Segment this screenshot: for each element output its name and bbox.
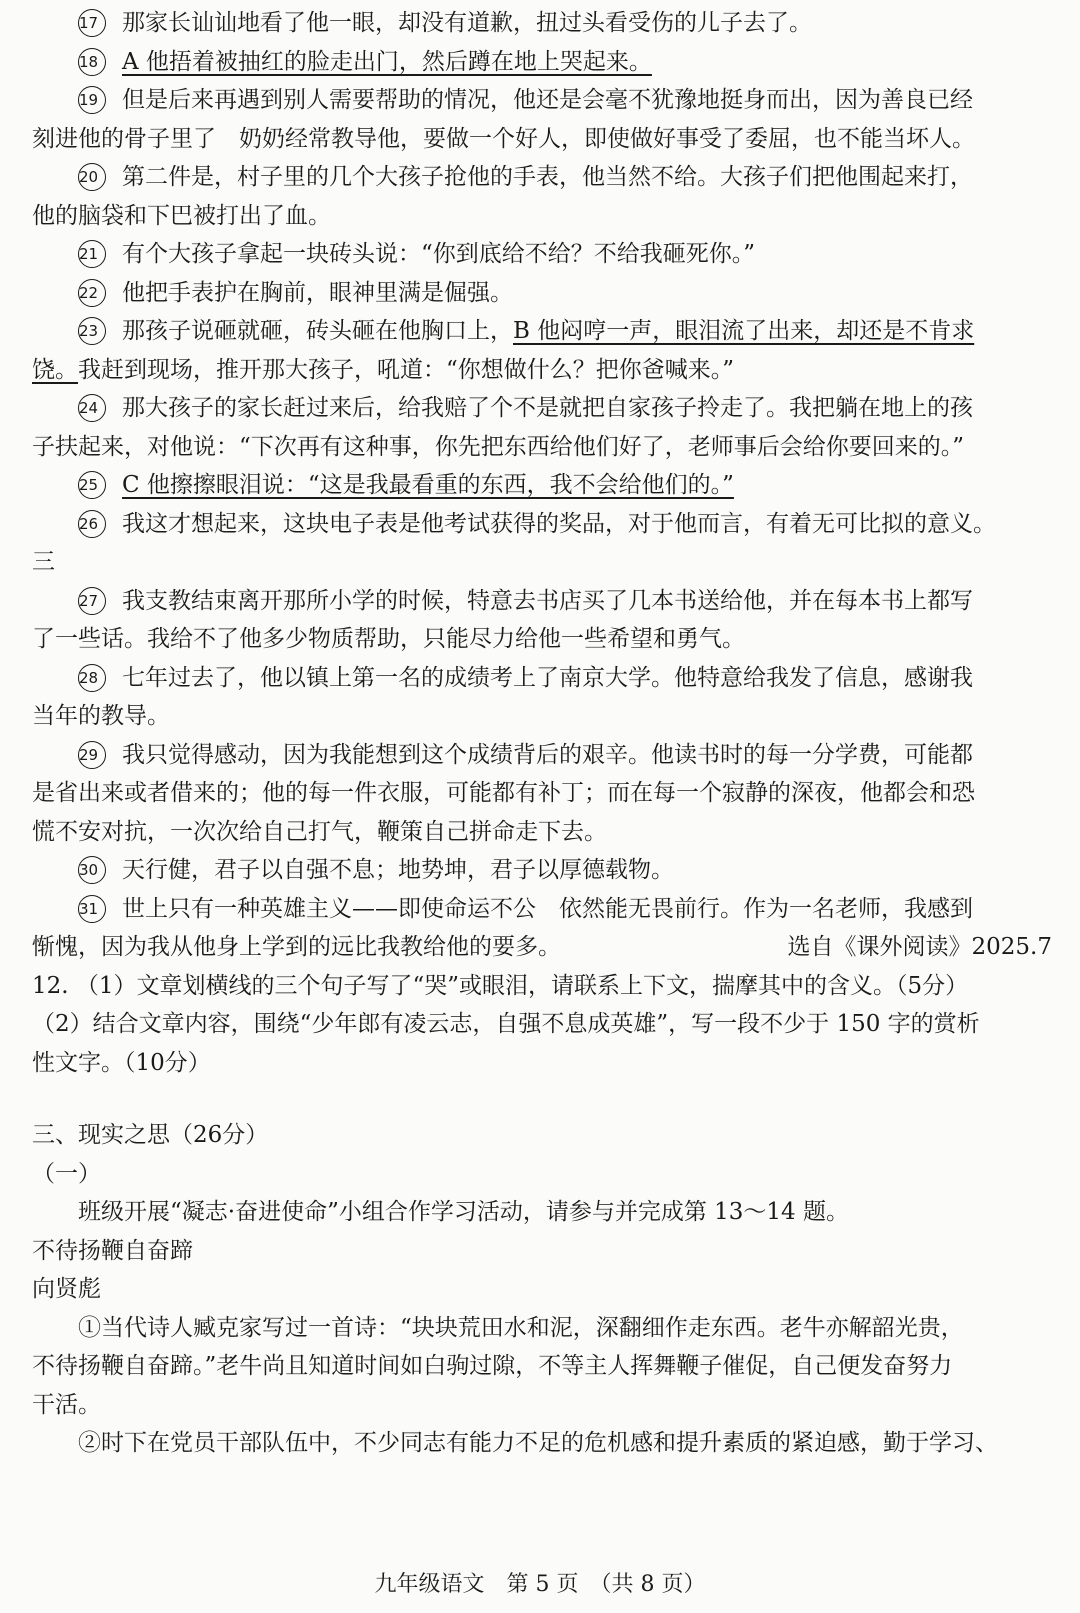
paragraph-21: 21 有个大孩子拿起一块砖头说：“你到底给不给？不给我砸死你。”: [79, 241, 756, 267]
paragraph-27: 27 我支教结束离开那所小学的时候，特意去书店买了几本书送给他，并在每本书上都写 了一些话。我给不了他多少物质帮助，只能尽力给他一些希望和勇气。: [32, 587, 973, 652]
article-paragraph-1: ①当代诗人臧克家写过一首诗：“块块荒田水和泥，深翻细作走东西。老牛亦解韶光贵， 不待扬鞭自奋蹄。”老牛尚且知道时间如白驹过隙，不等主人挥舞鞭子催促，自己便发奋努力 干活。: [32, 1314, 964, 1418]
paragraph-28: 28 七年过去了，他以镇上第一名的成绩考上了南京大学。他特意给我发了信息，感谢我 当年的教导。: [32, 664, 973, 729]
underlined-sentence-b: B 他闷哼一声，眼泪流了出来，却还是不肯求: [513, 318, 975, 344]
paragraph-number: 24: [78, 394, 106, 422]
paragraph-text: 那家长讪讪地看了他一眼，却没有道歉，扭过头看受伤的儿子去了。: [122, 10, 812, 36]
article-title: 不待扬鞭自奋蹄: [32, 1237, 193, 1264]
paragraph-22: 22 他把手表护在胸前，眼神里满是倔强。: [79, 279, 513, 306]
paragraph-23: 23 那孩子说砸就砸，砖头砸在他胸口上，B 他闷哼一声，眼泪流了出来，却还是不肯求 饶。我赶到现场，推开那大孩子，吼道：“你想做什么？把你爸喊来。”: [32, 318, 975, 383]
paragraph-number: 27: [78, 587, 106, 615]
paragraph-30: 30 天行健，君子以自强不息；地势坤，君子以厚德载物。: [79, 857, 674, 883]
paragraph-number: 20: [78, 163, 106, 191]
part-heading: 三: [32, 549, 55, 575]
underlined-sentence-a: A 他捂着被抽红的脸走出门，然后蹲在地上哭起来。: [122, 48, 652, 75]
paragraph-number: 19: [78, 86, 106, 114]
underlined-sentence-b-end: 饶。: [32, 356, 78, 383]
paragraph-31: 31 世上只有一种英雄主义——即使命运不公 依然能无畏前行。作为一名老师，我感到 惭愧，因为我从他身上学到的远比我教给他的要多。 选自《课外阅读》2025.7: [32, 890, 1052, 967]
question-12: 12. （1）文章划横线的三个句子写了“哭”或眼泪，请联系上下文，揣摩其中的含义。（5分） （2）结合文章内容，围绕“少年郎有凌云志，自强不息成英雄”，写一段不少于 150 字的赏析 性文字。（10分）: [32, 972, 980, 1076]
paragraph-number: 30: [78, 856, 106, 884]
article-author: 向贤彪: [32, 1276, 101, 1302]
paragraph-25: [32, 466, 1052, 505]
underlined-sentence-c: C 他擦擦眼泪说：“这是我最看重的东西，我不会给他们的。”: [122, 472, 734, 498]
paragraph-number: 29: [78, 741, 106, 769]
article-paragraph-2: ②时下在党员干部队伍中，不少同志有能力不足的危机感和提升素质的紧迫感，勤于学习、: [78, 1430, 998, 1456]
paragraph-18: [32, 43, 1052, 82]
paragraph-number: 23: [78, 317, 106, 345]
paragraph-number: 26: [78, 510, 106, 538]
exam-page: [32, 0, 1052, 1463]
paragraph-number: 31: [78, 895, 106, 923]
paragraph-number: 17: [78, 9, 106, 37]
paragraph-26: 26 我这才想起来，这块电子表是他考试获得的奖品，对于他而言，有着无可比拟的意义。: [79, 510, 996, 537]
page-footer: 九年级语文 第 5 页 （共 8 页）: [374, 1572, 706, 1597]
subsection-label: （一）: [32, 1160, 101, 1187]
section-title: 三、现实之思（26分）: [32, 1122, 269, 1148]
paragraph-number: 25: [78, 471, 106, 499]
paragraph-number: 22: [78, 279, 106, 307]
paragraph-17: [32, 4, 1052, 43]
source-citation: 选自《课外阅读》2025.7: [787, 934, 1052, 960]
paragraph-20: 20 第二件是，村子里的几个大孩子抢他的手表，他当然不给。大孩子们把他围起来打， 他的脑袋和下巴被打出了血。: [32, 164, 973, 229]
paragraph-number: 21: [78, 240, 106, 268]
paragraph-29: 29 我只觉得感动，因为我能想到这个成绩背后的艰辛。他读书时的每一分学费，可能都 是省出来或者借来的；他的每一件衣服，可能都有补丁；而在每一个寂静的深夜，他都会和恐 慌不安对抗，一次次给自己打气，鞭策自己拼命走下去。: [32, 741, 975, 845]
paragraph-19: 19 但是后来再遇到别人需要帮助的情况，他还是会毫不犹豫地挺身而出，因为善良已经 刻进他的骨子里了 奶奶经常教导他，要做一个好人，即使做好事受了委屈，也不能当坏人。: [32, 87, 975, 152]
paragraph-number: 28: [78, 664, 106, 692]
paragraph-24: 24 那大孩子的家长赶过来后，给我赔了个不是就把自家孩子拎走了。我把躺在地上的孩 子扶起来，对他说：“下次再有这种事，你先把东西给他们好了，老师事后会给你要回来的。”: [32, 395, 973, 460]
activity-intro: 班级开展“凝志·奋进使命”小组合作学习活动，请参与并完成第 13～14 题。: [78, 1199, 849, 1225]
paragraph-number: 18: [78, 48, 106, 76]
